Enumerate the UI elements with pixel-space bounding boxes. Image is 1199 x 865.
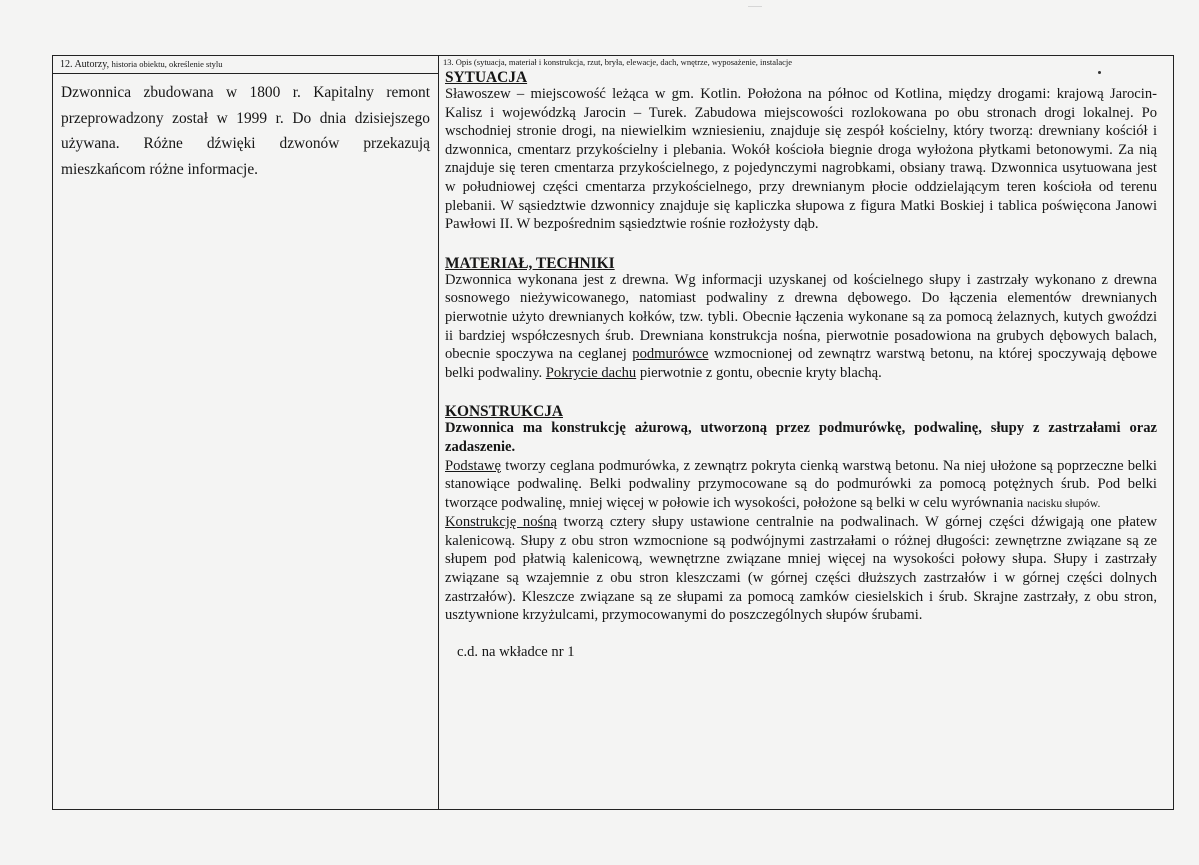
konstrukcja-text-1: tworzy ceglana podmurówka, z zewnątrz pokryta cienką warstwą betonu. Na niej ułożone są poprzeczne belki stanowiące podwalinę. Belki podwaliny przymocowane są do podmurówki za pomocą potężnych śrub. Pod belki tworzące podwalinę, mniej więcej w połowie ich wysokości, położone są belki w celu wyrównania	[445, 457, 1157, 511]
section-title-sytuacja: SYTUACJA	[445, 69, 528, 86]
konstrukcja-small-note: nacisku słupów.	[1026, 497, 1101, 510]
field-12-body	[53, 74, 438, 182]
material-paragraph	[445, 271, 1157, 383]
history-text: Dzwonnica zbudowana w 1800 r. Kapitalny remont przeprowadzony został w 1999 r. Do dnia dzisiejszego używana. Różne dźwięki dzwonów przekazują mieszkańcom różne informacje.	[61, 84, 430, 178]
konstrukcja-text-2: tworzą cztery słupy ustawione centralnie na podwalinach. W górnej części dźwigają one płatew kalenicową. Słupy z obu stron wzmocnione są podwójnymi zastrzałami o różnej długości: zewnętrzne związane są ze słupem pod płatwią kalenicową, wewnętrzne związane mniej więcej na wysokości połowy słupa. Słupy i zastrzały związane są wzajemnie z obu stron kleszczami (w górnej części dłuższych zastrzałów i w górnej części dolnych zastrzałów). Kleszcze związane są ze słupami za pomocą zamków ciesielskich i śrub. Skrajne zastrzały, z obu stron, usztywnione krzyżulcami, przymocowanymi do poszczególnych słupów śrubami.	[445, 514, 1157, 624]
section-title-konstrukcja: KONSTRUKCJA	[445, 403, 564, 421]
field-13-body	[439, 69, 1173, 661]
konstrukcja-lead: Dzwonnica ma konstrukcję ażurową, utworzoną przez podmurówkę, podwalinę, słupy z zastrzałami oraz zadaszenie.	[445, 420, 1157, 455]
continuation-note: c.d. na wkładce nr 1	[457, 643, 575, 660]
scan-dot	[1098, 71, 1101, 74]
field-12-number: 12. Autorzy,	[60, 59, 110, 70]
konstrukcja-underlined-nosna: Konstrukcję nośną	[445, 514, 557, 531]
konstrukcja-underlined-podstawe: Podstawę	[445, 457, 501, 474]
description-column	[439, 56, 1173, 809]
field-12-header	[53, 56, 438, 74]
material-text-2: wzmocnionej od zewnątrz warstwą betonu, na której spoczywają dębowe belki podwaliny.	[445, 346, 1157, 381]
sytuacja-text: Sławoszew – miejscowość leżąca w gm. Kotlin. Położona na północ od Kotlina, między drogami: krajową Jarocin- Kalisz i wojewódzką Jarocin – Turek. Zabudowa miejscowości rozlokowana po obu stronach drogi lokalnej. Po wschodniej stronie drogi, na niewielkim wzniesieniu, znajduje się zespół kościelny, który tworzą: drewniany kościół i dzwonnica, cmentarz przykościelny i plebania. Wokół kościoła biegnie droga wyłożona płytkami betonowymi. Za nią znajduje się teren cmentarza przykościelnego, z pojedynczymi nagrobkami, obsiany trawą. Dzwonnica usytuowana jest w południowej części cmentarza przykościelnego, przy drewnianym płocie oddzielającym teren kościoła od terenu plebanii. W sąsiedztwie dzwonnicy znajduje się kapliczka słupowa z figura Matki Boskiej i tablica poświęcona Janowi Pawłowi II. W bezpośrednim sąsiedztwie rośnie rozłożysty dąb.	[445, 86, 1157, 233]
field-12-label: historia obiektu, określenie stylu	[111, 59, 223, 69]
material-text-3: pierwotnie z gontu, obecnie kryty blachą.	[636, 364, 882, 381]
material-text-1: Dzwonnica wykonana jest z drewna. Wg informacji uzyskanej od kościelnego słupy i zastrzały wykonano z drewna sosnowego nieżywicowanego, natomiast podwaliny z drewna dębowego. Do łączenia elementów drewnianych pierwotnie użyto drewnianych kołków, tzw. tybli. Obecnie łączenia wykonane są za pomocą żelaznych, kutych gwoździ ii bardziej współczesnych śrub. Drewniana konstrukcja nośna, pierwotnie posadowiona na grubych dębowych balach, obecnie spoczywa na ceglanej	[445, 271, 1157, 363]
field-13-header: 13. Opis (sytuacja, materiał i konstrukcja, rzut, bryła, elewacje, dach, wnętrze, wyposażenie, instalacje	[443, 57, 793, 67]
material-underlined-pokrycie: Pokrycie dachu	[545, 364, 637, 381]
section-title-material: MATERIAŁ, TECHNIKI	[445, 254, 615, 272]
authors-history-column	[53, 56, 439, 809]
record-card-table	[52, 55, 1174, 810]
material-underlined-podmurowka: podmurówce	[632, 346, 709, 363]
konstrukcja-paragraph-1	[445, 457, 1157, 514]
konstrukcja-paragraph-2	[445, 513, 1157, 625]
scan-artifact	[748, 6, 762, 7]
